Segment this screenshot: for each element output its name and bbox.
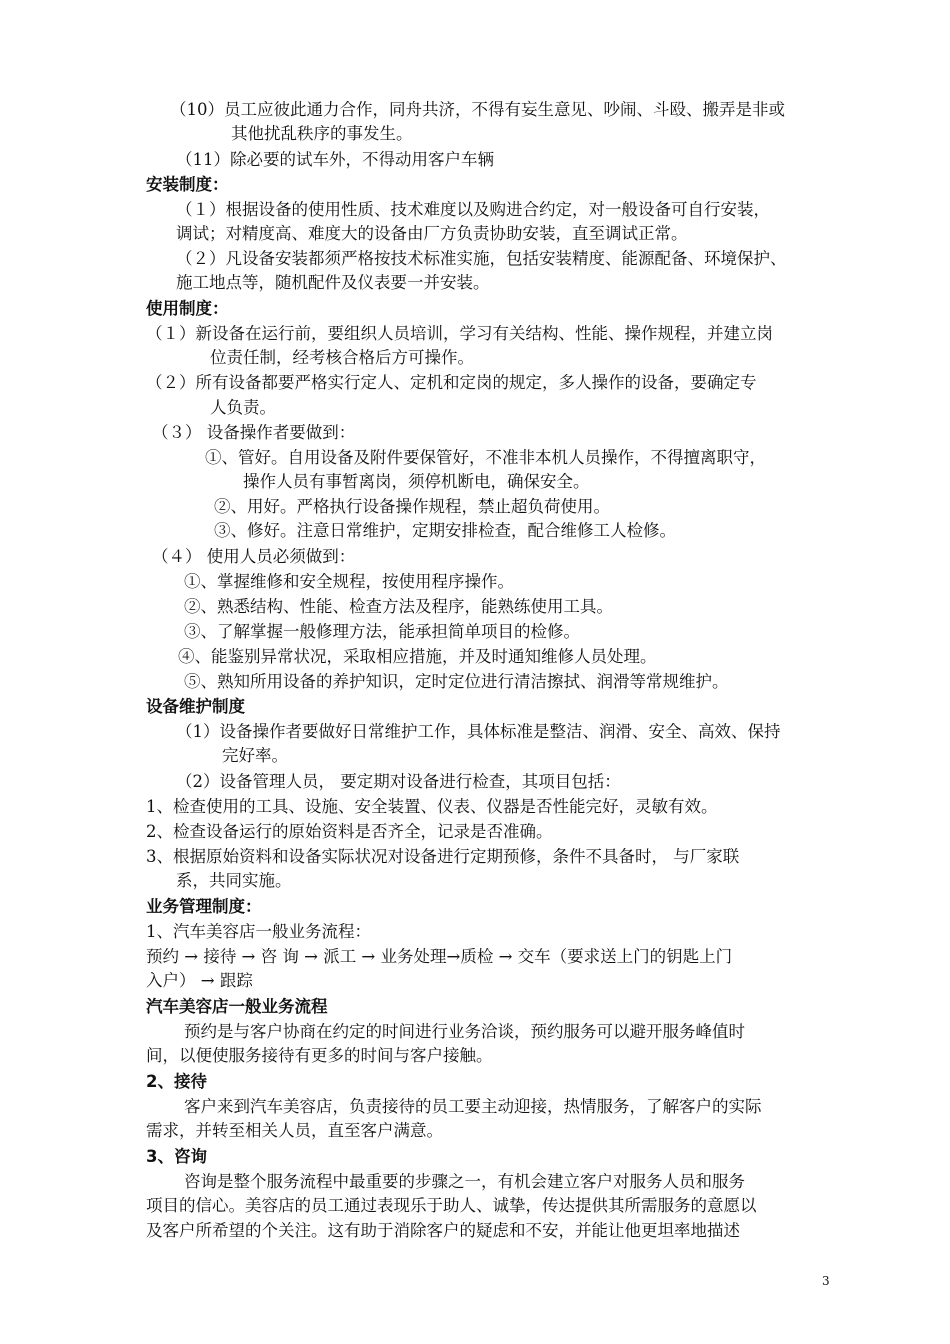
rule-11-line: （11）除必要的试车外，不得动用客户车辆 — [176, 150, 494, 169]
install-1-line-2: 调试；对精度高、难度大的设备由厂方负责协助安装，直至调试正常。 — [176, 224, 688, 243]
usage-4-item-3: ③、了解掌握一般修理方法，能承担简单项目的检修。 — [184, 622, 580, 641]
heading-installation: 安装制度： — [146, 175, 229, 194]
reservation-line-2: 间，以便使服务接待有更多的时间与客户接触。 — [146, 1046, 493, 1065]
usage-2-line-2: 人负责。 — [210, 398, 276, 417]
maint-check-1: 1、检查使用的工具、设施、安全装置、仪表、仪器是否性能完好，灵敏有效。 — [146, 797, 718, 816]
heading-maintenance: 设备维护制度 — [146, 697, 245, 716]
usage-2-line-1: （２）所有设备都要严格实行定人、定机和定岗的规定，多人操作的设备，要确定专 — [146, 373, 757, 392]
usage-4-item-4: ④、能鉴别异常状况，采取相应措施，并及时通知维修人员处理。 — [178, 647, 657, 666]
maint-check-3-line-2: 系，共同实施。 — [176, 871, 292, 890]
usage-4-line: （４） 使用人员必须做到： — [152, 547, 356, 566]
usage-3-item-2: ②、用好。严格执行设备操作规程，禁止超负荷使用。 — [214, 497, 610, 516]
reservation-line-1: 预约是与客户协商在约定的时间进行业务洽谈，预约服务可以避开服务峰值时 — [184, 1022, 745, 1041]
usage-1-line-2: 位责任制，经考核合格后方可操作。 — [210, 348, 474, 367]
reception-line-1: 客户来到汽车美容店，负责接待的员工要主动迎接，热情服务，了解客户的实际 — [184, 1097, 762, 1116]
heading-business: 业务管理制度： — [146, 897, 262, 916]
usage-3-item-1-line-1: ①、管好。自用设备及附件要保管好，不准非本机人员操作，不得擅离职守， — [205, 448, 766, 467]
maint-check-3-line-1: 3、根据原始资料和设备实际状况对设备进行定期预修，条件不具备时， 与厂家联 — [146, 847, 740, 866]
maint-2-line: （2）设备管理人员， 要定期对设备进行检查，其项目包括： — [176, 772, 621, 791]
usage-3-item-1-line-2: 操作人员有事暂离岗，须停机断电，确保安全。 — [243, 472, 590, 491]
business-flow-line-1: 预约 → 接待 → 咨 询 → 派工 → 业务处理→质检 → 交车（要求送上门的钥匙上门 — [146, 947, 733, 966]
heading-process: 汽车美容店一般业务流程 — [146, 997, 328, 1016]
rule-10-line-1: （10）员工应彼此通力合作，同舟共济，不得有妄生意见、吵闹、斗殴、搬弄是非或 — [170, 100, 785, 119]
usage-4-item-2: ②、熟悉结构、性能、检查方法及程序，能熟练使用工具。 — [184, 597, 613, 616]
usage-3-item-3: ③、修好。注意日常维护，定期安排检查，配合维修工人检修。 — [214, 521, 676, 540]
page-number: 3 — [822, 1274, 830, 1288]
usage-1-line-1: （１）新设备在运行前，要组织人员培训，学习有关结构、性能、操作规程，并建立岗 — [146, 324, 773, 343]
maint-check-2: 2、检查设备运行的原始资料是否齐全，记录是否准确。 — [146, 822, 553, 841]
usage-3-line: （３） 设备操作者要做到： — [152, 423, 356, 442]
install-2-line-2: 施工地点等，随机配件及仪表要一并安装。 — [176, 273, 490, 292]
consultation-line-1: 咨询是整个服务流程中最重要的步骤之一，有机会建立客户对服务人员和服务 — [184, 1172, 745, 1191]
maint-1-line-2: 完好率。 — [222, 746, 288, 765]
reception-line-2: 需求，并转至相关人员，直至客户满意。 — [146, 1121, 443, 1140]
heading-reception: 2、接待 — [146, 1072, 207, 1091]
heading-usage: 使用制度： — [146, 299, 229, 318]
install-2-line-1: （２）凡设备安装都须严格按技术标准实施，包括安装精度、能源配备、环境保护、 — [176, 249, 787, 268]
rule-10-line-2: 其他扰乱秩序的事发生。 — [231, 124, 413, 143]
heading-consultation: 3、咨询 — [146, 1147, 207, 1166]
usage-4-item-5: ⑤、熟知所用设备的养护知识，定时定位进行清洁擦拭、润滑等常规维护。 — [184, 672, 729, 691]
consultation-line-3: 及客户所希望的个关注。这有助于消除客户的疑虑和不安，并能让他更坦率地描述 — [146, 1221, 740, 1240]
maint-1-line-1: （1）设备操作者要做好日常维护工作，具体标准是整洁、润滑、安全、高效、保持 — [176, 722, 781, 741]
consultation-line-2: 项目的信心。美容店的员工通过表现乐于助人、诚挚，传达提供其所需服务的意愿以 — [146, 1196, 757, 1215]
business-1: 1、汽车美容店一般业务流程： — [146, 922, 371, 941]
business-flow-line-2: 入户） → 跟踪 — [146, 971, 253, 990]
usage-4-item-1: ①、掌握维修和安全规程，按使用程序操作。 — [184, 572, 514, 591]
install-1-line-1: （１）根据设备的使用性质、技术难度以及购进合约定，对一般设备可自行安装， — [176, 200, 770, 219]
